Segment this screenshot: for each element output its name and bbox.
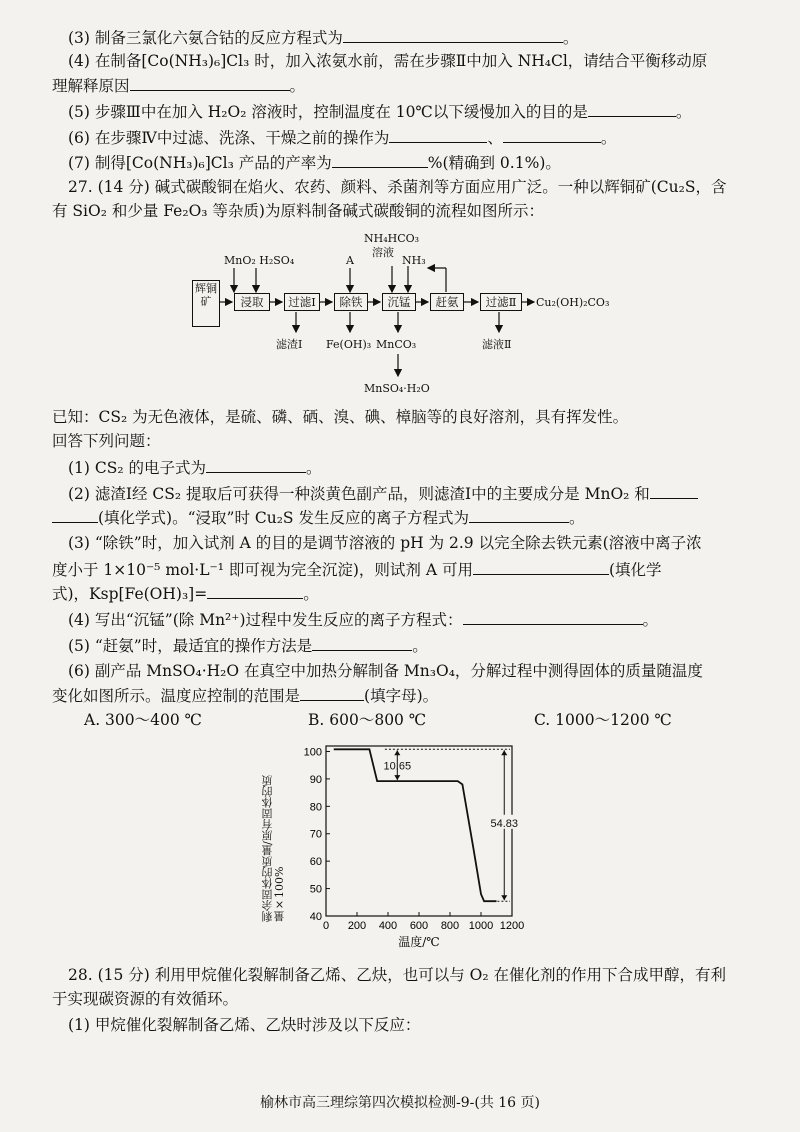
q27-sub6-line2: 变化如图所示。温度应控制的范围是 (填字母)。 [52,684,438,707]
answer-blank[interactable] [332,151,428,168]
flow-node-filter1: 过滤Ⅰ [284,293,320,311]
q27-answer-prompt: 回答下列问题： [52,432,161,450]
q26-sub3: (3) 制备三氯化六氨合钴的反应方程式为 。 [68,26,578,49]
q26-sub4-line2: 理解释原因 。 [52,74,305,97]
x-tick-label: 400 [378,920,398,932]
q26-sub4-line1: (4) 在制备[Co(NH₃)₆]Cl₃ 时，加入浓氨水前，需在步骤Ⅱ中加入 NH₄Cl，请结合平衡移动原 [68,52,708,70]
x-tick-label: 1000 [468,920,494,932]
q28-line1: 28. (15 分) 利用甲烷催化裂解制备乙烯、乙炔，也可以与 O₂ 在催化剂的作用下合成甲醇，有利 [68,966,727,984]
answer-blank[interactable] [473,558,609,575]
q27-known: 已知：CS₂ 为无色液体，是硫、磷、硒、溴、碘、樟脑等的良好溶剂，具有挥发性。 [52,408,629,426]
x-axis-label: 温度/℃ [398,935,440,949]
chart-ylabel: 剩余固体的质量/原有固体的质量×100% [261,775,286,922]
answer-blank[interactable] [588,100,676,117]
q26-sub5: (5) 步骤Ⅲ中在加入 H₂O₂ 溶液时，控制温度在 10℃以下缓慢加入的目的是 。 [68,100,691,123]
flow-input-a: A [346,254,354,267]
y-tick-label: 70 [309,828,322,841]
x-tick-label: 1200 [499,920,525,932]
q27-intro-line2: 有 SiO₂ 和少量 Fe₂O₃ 等杂质)为原料制备碱式碳酸铜的流程如图所示： [52,202,544,220]
x-tick-label: 200 [347,920,367,932]
chart-svg [276,738,526,958]
answer-blank[interactable] [52,506,98,523]
answer-blank[interactable] [300,684,364,701]
annotation-54-83: 54.83 [490,817,519,830]
option-b[interactable]: B. 600～800 ℃ [308,711,427,729]
y-tick-label: 80 [309,801,322,814]
q27-intro-line1: 27. (14 分) 碱式碳酸铜在焰火、农药、颜料、杀菌剂等方面应用广泛。一种以辉铜矿(Cu₂S，含 [68,178,727,196]
flow-node-ore: 辉铜矿 [192,280,220,327]
flow-output-mnco3: MnCO₃ [376,338,417,351]
answer-blank[interactable] [463,608,643,625]
x-tick-label: 600 [409,920,429,932]
x-tick-label: 800 [440,920,460,932]
flow-input-leach: MnO₂ H₂SO₄ [224,254,295,267]
flow-input-nh4hco3: NH₄HCO₃ [364,232,420,245]
q27-sub6-line1: (6) 副产品 MnSO₄·H₂O 在真空中加热分解制备 Mn₃O₄，分解过程中测得固体的质量随温度 [68,662,703,680]
flow-output-filtrate2: 滤液Ⅱ [482,338,512,351]
answer-blank[interactable] [206,456,306,473]
answer-blank[interactable] [650,482,698,499]
q27-sub5: (5) “赶氨”时，最适宜的操作方法是 。 [68,634,428,657]
q27-sub2-line1: (2) 滤渣Ⅰ经 CS₂ 提取后可获得一种淡黄色副产品，则滤渣Ⅰ中的主要成分是 MnO₂ 和 [68,482,698,505]
option-c[interactable]: C. 1000～1200 ℃ [534,711,672,729]
dim-arrow-1-head-up [394,750,400,755]
page-footer: 榆林市高三理综第四次模拟检测-9-(共 16 页) [259,1095,540,1111]
flow-output-feoh3: Fe(OH)₃ [326,338,372,351]
flow-node-leach: 浸取 [234,293,270,311]
dim-arrow-1-head-down [394,775,400,780]
answer-blank[interactable] [343,26,563,43]
flow-node-iron-removal: 除铁 [334,293,368,311]
answer-blank[interactable] [130,74,290,91]
flow-node-filter2: 过滤Ⅱ [480,293,522,311]
y-tick-label: 60 [309,856,322,869]
mass-curve [334,749,497,901]
flow-product: Cu₂(OH)₂CO₃ [536,296,610,309]
q27-sub1: (1) CS₂ 的电子式为 。 [68,456,322,479]
flow-input-nh3: NH₃ [402,254,426,267]
plot-frame [326,746,512,916]
y-tick-label: 100 [303,746,322,759]
flowchart [188,232,628,404]
flow-node-ammonia-removal: 赶氨 [430,293,464,311]
q26-sub7: (7) 制得[Co(NH₃)₆]Cl₃ 产品的产率为 %(精确到 0.1%)。 [68,151,561,174]
dim-arrow-2-head-up [501,750,507,755]
q28-line2: 于实现碳资源的有效循环。 [52,990,239,1008]
dim-arrow-2-head-down [501,895,507,900]
mass-temperature-chart [261,738,526,958]
answer-blank[interactable] [469,506,569,523]
q27-sub3-line2: 度小于 1×10⁻⁵ mol·L⁻¹ 即可视为完全沉淀)，则试剂 A 可用 (填化学 [52,558,662,581]
y-tick-label: 50 [309,883,322,896]
flow-node-mn-precip: 沉锰 [382,293,416,311]
q27-sub2-line2: (填化学式)。“浸取”时 Cu₂S 发生反应的离子方程式为 。 [52,506,585,529]
answer-blank[interactable] [503,126,601,143]
flow-output-residue1: 滤渣Ⅰ [276,338,303,351]
flow-input-solution: 溶液 [372,246,394,259]
y-tick-label: 40 [309,911,322,923]
q28-sub1: (1) 甲烷催化裂解制备乙烯、乙炔时涉及以下反应： [68,1016,421,1034]
q27-sub3-line1: (3) “除铁”时，加入试剂 A 的目的是调节溶液的 pH 为 2.9 以完全除去铁元素(溶液中离子浓 [68,534,702,552]
annotation-10-65: 10.65 [383,760,412,773]
x-tick-label: 0 [322,920,330,932]
q26-sub6: (6) 在步骤Ⅳ中过滤、洗涤、干燥之前的操作为 、 。 [68,126,616,149]
option-a[interactable]: A. 300～400 ℃ [84,711,202,729]
answer-blank[interactable] [207,582,303,599]
answer-blank[interactable] [389,126,487,143]
flow-output-mnso4: MnSO₄·H₂O [364,382,430,395]
q27-sub4: (4) 写出“沉锰”(除 Mn²⁺)过程中发生反应的离子方程式： 。 [68,608,658,631]
q27-sub3-line3: 式)，Ksp[Fe(OH)₃]= 。 [52,582,319,605]
y-tick-label: 90 [309,773,322,786]
answer-blank[interactable] [312,634,412,651]
